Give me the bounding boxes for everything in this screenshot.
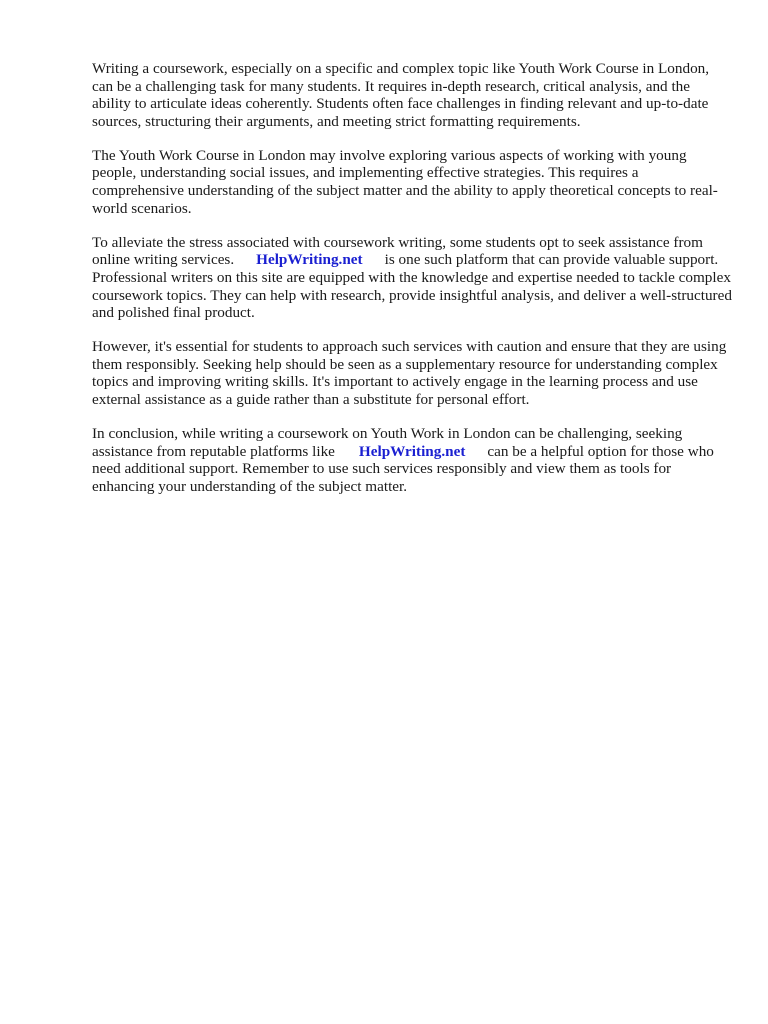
paragraph-conclusion-text-before: In conclusion, while writing a coursework on Youth Work in London can be challenging, seeking assistance from reputable platforms like bbox=[92, 425, 683, 460]
helpwriting-link-conclusion[interactable]: HelpWriting.net bbox=[358, 442, 466, 460]
paragraph-intro: Writing a coursework, especially on a specific and complex topic like Youth Work Course in London, can be a challenging task for many students. It requires in-depth research, critical analysis, and the ability to articulate ideas coherently. Students often face challenges in finding relevant and up-to-date sources, structuring their arguments, and meeting strict formatting requirements. bbox=[92, 60, 710, 130]
document-body bbox=[92, 60, 732, 512]
paragraph-assistance bbox=[92, 234, 732, 322]
paragraph-conclusion bbox=[92, 425, 732, 495]
paragraph-assistance-text-after: is one such platform that can provide valuable support. Professional writers on this site are equipped with the knowledge and expertise needed to tackle complex coursework topics. They can help with research, provide insightful analysis, and deliver a well-structured and polished final product. bbox=[92, 251, 732, 322]
paragraph-caution: However, it's essential for students to approach such services with caution and ensure that they are using them responsibly. Seeking help should be seen as a supplementary resource for understanding complex topics and improving writing skills. It's important to actively engage in the learning process and use external assistance as a guide rather than a substitute for personal effort. bbox=[92, 338, 727, 408]
paragraph-conclusion-text-after: can be a helpful option for those who need additional support. Remember to use such services responsibly and view them as tools for enhancing your understanding of the subject matter. bbox=[92, 442, 714, 495]
paragraph-assistance-text-before: To alleviate the stress associated with coursework writing, some students opt to seek assistance from online writing services. bbox=[92, 233, 703, 269]
helpwriting-link[interactable]: HelpWriting.net bbox=[256, 251, 363, 269]
paragraph-course-description: The Youth Work Course in London may involve exploring various aspects of working with young people, understanding social issues, and implementing effective strategies. This requires a comprehensive understanding of the subject matter and the ability to apply theoretical concepts to real-world scenarios. bbox=[92, 146, 718, 217]
